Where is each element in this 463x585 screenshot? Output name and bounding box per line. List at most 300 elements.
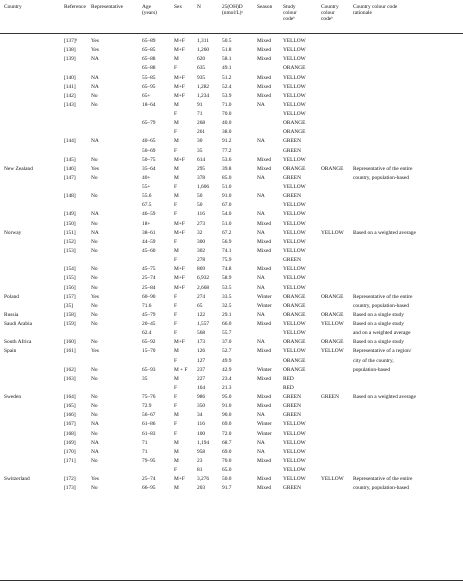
season-cell: NA <box>257 439 265 446</box>
season-cell: NA <box>257 193 265 200</box>
age-cell: 18+ <box>142 220 151 227</box>
n-cell: 1,311 <box>197 38 209 44</box>
reference-cell: [162] <box>64 366 76 373</box>
n-cell: 1,282 <box>197 83 210 90</box>
sex-cell: M+F <box>174 220 185 227</box>
n-cell: 614 <box>197 156 206 163</box>
sex-cell: M+F <box>174 92 185 99</box>
study-colour-cell: GREEN <box>283 257 301 264</box>
age-cell: 72.9 <box>142 403 152 410</box>
sex-cell: M <box>174 193 179 200</box>
reference-cell: [165] <box>64 403 76 410</box>
n-cell: 164 <box>197 384 206 391</box>
vitd-cell: 38.0 <box>222 129 232 136</box>
sex-cell: M <box>174 348 179 355</box>
study-colour-cell: ORANGE <box>283 357 306 364</box>
reference-cell: [170] <box>64 448 76 455</box>
n-cell: 65 <box>197 302 203 309</box>
sex-cell: M + F <box>174 366 188 373</box>
vitd-cell: 91.0 <box>222 193 232 200</box>
reference-cell: [171] <box>64 457 76 464</box>
study-colour-cell: GREEN <box>283 485 301 492</box>
vitd-cell: 51.0 <box>222 184 232 191</box>
n-cell: 1,194 <box>197 439 210 446</box>
study-colour-cell: GREEN <box>283 138 301 145</box>
representative-cell: NA <box>91 83 99 90</box>
vitd-cell: 33.5 <box>222 293 232 300</box>
representative-cell: NA <box>91 74 99 81</box>
country-colour-cell: YELLOW <box>321 476 344 483</box>
country-colour-cell: ORANGE <box>321 311 344 318</box>
table-row <box>0 165 463 174</box>
representative-cell: No <box>91 284 98 291</box>
country-colour-cell: ORANGE <box>321 339 344 346</box>
study-colour-cell: YELLOW <box>283 348 306 355</box>
sex-cell: F <box>174 384 177 391</box>
table-row <box>0 357 463 366</box>
season-cell: Mixed <box>257 47 272 54</box>
n-cell: 116 <box>197 211 205 218</box>
vitd-cell: 53.5 <box>222 284 232 291</box>
rationale-cell: Based on a weighted average <box>353 394 416 401</box>
age-cell: 55.6 <box>142 193 152 200</box>
age-cell: 71 <box>142 439 148 446</box>
vitd-cell: 49.1 <box>222 65 232 72</box>
table-row <box>0 338 463 347</box>
study-colour-cell: YELLOW <box>283 284 306 291</box>
representative-cell: No <box>91 412 98 419</box>
study-colour-cell: ORANGE <box>283 129 306 136</box>
study-colour-cell: GREEN <box>283 412 301 419</box>
n-cell: 302 <box>197 247 206 254</box>
n-cell: 261 <box>197 129 206 136</box>
reference-cell: [137]ᵈ <box>64 38 78 44</box>
header-season: Season <box>257 4 273 10</box>
sex-cell: F <box>174 211 177 218</box>
rationale-cell: country, population-based <box>353 174 409 181</box>
representative-cell: NA <box>91 211 99 218</box>
vitd-cell: 74.8 <box>222 266 232 273</box>
header-sex: Sex <box>174 4 183 10</box>
sex-cell: F <box>174 321 177 328</box>
table-row <box>0 110 463 119</box>
table-row <box>0 210 463 219</box>
rationale-cell: Representative of the entire <box>353 165 413 172</box>
reference-cell: [167] <box>64 421 76 428</box>
sex-cell: M <box>174 174 179 181</box>
season-cell: NA <box>257 339 265 346</box>
reference-cell: [149] <box>64 211 76 218</box>
age-cell: 65–79 <box>142 120 156 127</box>
study-colour-cell: YELLOW <box>283 238 306 245</box>
study-colour-cell: RED <box>283 375 294 382</box>
table-row <box>0 366 463 375</box>
reference-cell: [142] <box>64 92 76 99</box>
vitd-cell: 58.9 <box>222 275 232 282</box>
vitd-cell: 70.0 <box>222 111 232 118</box>
country-colour-cell: YELLOW <box>321 229 344 236</box>
n-cell: 300 <box>197 238 206 245</box>
sex-cell: F <box>174 202 177 209</box>
sex-cell: M+F <box>174 339 185 346</box>
reference-cell: [147] <box>64 174 76 181</box>
reference-cell: [156] <box>64 284 76 291</box>
n-cell: 635 <box>197 65 206 72</box>
sex-cell: M <box>174 412 179 419</box>
n-cell: 1,606 <box>197 184 210 191</box>
table-row <box>0 55 463 64</box>
country-cell: Saudi Arabia <box>4 321 32 328</box>
reference-cell: [148] <box>64 193 76 200</box>
age-cell: 45–60 <box>142 247 156 254</box>
vitd-cell: 32.5 <box>222 302 232 309</box>
vitd-cell: 51.2 <box>222 74 232 81</box>
rationale-cell: country, population-based <box>353 485 409 492</box>
representative-cell: No <box>91 174 98 181</box>
age-cell: 35 <box>142 375 148 382</box>
reference-cell: [146] <box>64 165 76 172</box>
vitd-cell: 42.9 <box>222 366 232 373</box>
vitd-cell: 67.2 <box>222 229 232 236</box>
vitd-cell: 29.1 <box>222 311 232 318</box>
country-cell: Russia <box>4 311 19 318</box>
table-row <box>0 411 463 420</box>
reference-cell: [172] <box>64 476 76 483</box>
study-colour-cell: YELLOW <box>283 211 306 218</box>
age-cell: 45–79 <box>142 311 156 318</box>
table-row <box>0 457 463 466</box>
study-colour-cell: YELLOW <box>283 275 306 282</box>
sex-cell: M+F <box>174 156 185 163</box>
study-colour-cell: YELLOW <box>283 439 306 446</box>
n-cell: 958 <box>197 448 206 455</box>
season-cell: NA <box>257 275 265 282</box>
table-row <box>0 274 463 283</box>
n-cell: 568 <box>197 330 206 337</box>
study-colour-cell: YELLOW <box>283 83 306 90</box>
study-colour-cell: YELLOW <box>283 430 306 437</box>
sex-cell: F <box>174 129 177 136</box>
sex-cell: M <box>174 457 179 464</box>
sex-cell: F <box>174 238 177 245</box>
age-cell: 71.6 <box>142 302 152 309</box>
season-cell: Mixed <box>257 83 272 90</box>
study-colour-cell: GREEN <box>283 394 301 401</box>
age-cell: 75–76 <box>142 394 156 401</box>
reference-cell: [35] <box>64 302 73 309</box>
table-row <box>0 448 463 457</box>
age-cell: 25–84 <box>142 284 156 291</box>
table-row <box>0 156 463 165</box>
sex-cell: F <box>174 111 177 118</box>
study-colour-cell: YELLOW <box>283 38 306 44</box>
vitd-cell: 66.0 <box>222 321 232 328</box>
country-colour-cell: YELLOW <box>321 321 344 328</box>
reference-cell: [158] <box>64 311 76 318</box>
study-colour-cell: YELLOW <box>283 467 306 474</box>
vitd-cell: 68.7 <box>222 439 232 446</box>
n-cell: 274 <box>197 293 206 300</box>
country-colour-cell: GREEN <box>321 394 339 401</box>
table-row <box>0 375 463 384</box>
sex-cell: M <box>174 375 179 382</box>
n-cell: 268 <box>197 120 206 127</box>
representative-cell: No <box>91 394 98 401</box>
representative-cell: No <box>91 457 98 464</box>
representative-cell: No <box>91 485 98 492</box>
representative-cell: No <box>91 302 98 309</box>
table-row <box>0 302 463 311</box>
table-row <box>0 192 463 201</box>
vitd-cell: 77.2 <box>222 147 232 154</box>
representative-cell: No <box>91 403 98 410</box>
sex-cell: M+F <box>174 275 185 282</box>
table-row <box>0 475 463 484</box>
season-cell: NA <box>257 101 265 108</box>
season-cell: Mixed <box>257 348 272 355</box>
reference-cell: [166] <box>64 412 76 419</box>
table-row <box>0 311 463 320</box>
vitd-cell: 65.0 <box>222 467 232 474</box>
vitd-cell: 51.0 <box>222 220 232 227</box>
age-cell: 65–88 <box>142 65 156 72</box>
study-colour-cell: YELLOW <box>283 229 306 236</box>
reference-cell: [150] <box>64 220 76 227</box>
study-colour-cell: GREEN <box>283 174 301 181</box>
study-colour-cell: GREEN <box>283 193 301 200</box>
study-colour-cell: YELLOW <box>283 92 306 99</box>
sex-cell: F <box>174 467 177 474</box>
vitd-cell: 53.9 <box>222 92 232 99</box>
n-cell: 986 <box>197 394 206 401</box>
study-colour-cell: YELLOW <box>283 47 306 54</box>
table-row <box>0 37 463 46</box>
season-cell: Winter <box>257 366 272 373</box>
vitd-cell: 58.1 <box>222 56 232 63</box>
reference-cell: [155] <box>64 275 76 282</box>
study-colour-cell: YELLOW <box>283 448 306 455</box>
season-cell: Mixed <box>257 165 272 172</box>
table-row <box>0 420 463 429</box>
rationale-cell: population-based <box>353 366 391 373</box>
age-cell: 35–64 <box>142 165 156 172</box>
table-row <box>0 402 463 411</box>
sex-cell: F <box>174 147 177 154</box>
representative-cell: No <box>91 238 98 245</box>
n-cell: 126 <box>197 348 206 355</box>
vitd-cell: 51.8 <box>222 47 232 54</box>
sex-cell: M <box>174 120 179 127</box>
table-row <box>0 101 463 110</box>
representative-cell: No <box>91 101 98 108</box>
vitd-cell: 69.0 <box>222 448 232 455</box>
season-cell: Mixed <box>257 266 272 273</box>
age-cell: 56–67 <box>142 412 156 419</box>
n-cell: 620 <box>197 56 206 63</box>
sex-cell: M+F <box>174 74 185 81</box>
sex-cell: M+F <box>174 266 185 273</box>
n-cell: 1,234 <box>197 92 210 99</box>
table-row <box>0 284 463 293</box>
n-cell: 116 <box>197 421 205 428</box>
age-cell: 61–86 <box>142 421 156 428</box>
reference-cell: [161] <box>64 348 76 355</box>
sex-cell: F <box>174 430 177 437</box>
study-colour-cell: YELLOW <box>283 247 306 254</box>
age-cell: 20–45 <box>142 321 156 328</box>
season-cell: Mixed <box>257 394 272 401</box>
sex-cell: M+F <box>174 47 185 54</box>
season-cell: Mixed <box>257 38 272 44</box>
representative-cell: No <box>91 266 98 273</box>
table-row <box>0 220 463 229</box>
age-cell: 40–65 <box>142 138 156 145</box>
age-cell: 65–89 <box>142 38 156 44</box>
season-cell: Winter <box>257 430 272 437</box>
reference-cell: [138] <box>64 47 76 54</box>
season-cell: Mixed <box>257 74 272 81</box>
age-cell: 46–59 <box>142 211 156 218</box>
vitd-cell: 56.9 <box>222 238 232 245</box>
vitd-cell: 71.0 <box>222 101 232 108</box>
representative-cell: No <box>91 220 98 227</box>
study-colour-cell: YELLOW <box>283 74 306 81</box>
study-colour-cell: YELLOW <box>283 266 306 273</box>
reference-cell: [152] <box>64 238 76 245</box>
sex-cell: M+F <box>174 83 185 90</box>
n-cell: 71 <box>197 111 203 118</box>
study-colour-cell: YELLOW <box>283 202 306 209</box>
n-cell: 100 <box>197 430 206 437</box>
vitd-cell: 91.0 <box>222 403 232 410</box>
season-cell: Mixed <box>257 375 272 382</box>
vitd-cell: 21.3 <box>222 384 232 391</box>
age-cell: 62.4 <box>142 330 152 337</box>
country-cell: New Zealand <box>4 165 33 172</box>
table-row <box>0 46 463 55</box>
representative-cell: Yes <box>91 476 99 483</box>
n-cell: 34 <box>197 412 203 419</box>
n-cell: 350 <box>197 403 206 410</box>
representative-cell: NA <box>91 56 99 63</box>
table-row <box>0 265 463 274</box>
table-bottom-rule <box>0 580 463 581</box>
reference-cell: [153] <box>64 247 76 254</box>
n-cell: 1,557 <box>197 321 210 328</box>
study-colour-cell: ORANGE <box>283 302 306 309</box>
age-cell: 18–64 <box>142 101 156 108</box>
table-row <box>0 83 463 92</box>
study-colour-cell: YELLOW <box>283 330 306 337</box>
representative-cell: Yes <box>91 38 99 44</box>
header-rationale: Country colour code rationale <box>353 4 398 17</box>
representative-cell: No <box>91 430 98 437</box>
table-row <box>0 201 463 210</box>
vitd-cell: 54.0 <box>222 211 232 218</box>
table-row <box>0 439 463 448</box>
study-colour-cell: ORANGE <box>283 65 306 72</box>
vitd-cell: 90.0 <box>222 412 232 419</box>
table-row <box>0 174 463 183</box>
table-row <box>0 329 463 338</box>
age-cell: 65–93 <box>142 366 156 373</box>
representative-cell: No <box>91 247 98 254</box>
representative-cell: No <box>91 375 98 382</box>
n-cell: 869 <box>197 266 206 273</box>
country-colour-cell: YELLOW <box>321 348 344 355</box>
table-row <box>0 293 463 302</box>
table-row <box>0 466 463 475</box>
sex-cell: M <box>174 448 179 455</box>
age-cell: 66–95 <box>142 485 156 492</box>
sex-cell: M <box>174 247 179 254</box>
country-cell: Switzerland <box>4 476 30 483</box>
representative-cell: No <box>91 92 98 99</box>
study-colour-cell: YELLOW <box>283 421 306 428</box>
study-colour-cell: ORANGE <box>283 165 306 172</box>
vitd-cell: 75.9 <box>222 257 232 264</box>
rationale-cell: city of the country, <box>353 357 394 364</box>
reference-cell: [163] <box>64 375 76 382</box>
header-country-colour-code: Country colour codeᵇ <box>321 4 339 23</box>
vitd-cell: 23.4 <box>222 375 232 382</box>
rationale-cell: country, population-based <box>353 302 409 309</box>
n-cell: 23 <box>197 457 203 464</box>
sex-cell: F <box>174 65 177 72</box>
rationale-cell: Representative of a region/ <box>353 348 412 355</box>
vitd-cell: 52.4 <box>222 83 232 90</box>
vitd-cell: 70.0 <box>222 457 232 464</box>
sex-cell: F <box>174 357 177 364</box>
season-cell: NA <box>257 229 265 236</box>
table-row <box>0 74 463 83</box>
header-age: Age (years) <box>142 4 157 17</box>
rationale-cell: Based on a single study <box>353 321 404 328</box>
vitd-cell: 52.7 <box>222 348 232 355</box>
season-cell: Mixed <box>257 485 272 492</box>
reference-cell: [157] <box>64 293 76 300</box>
reference-cell: [145] <box>64 156 76 163</box>
country-cell: Poland <box>4 293 19 300</box>
country-cell: Sweden <box>4 394 22 401</box>
table-row <box>0 320 463 329</box>
header-study-colour-code: Study colour codeᵇ <box>283 4 297 23</box>
vitd-cell: 39.8 <box>222 165 232 172</box>
age-cell: 67.5 <box>142 202 152 209</box>
n-cell: 227 <box>197 375 206 382</box>
season-cell: NA <box>257 311 265 318</box>
vitd-cell: 55.7 <box>222 330 232 337</box>
study-colour-cell: GREEN <box>283 403 301 410</box>
vitd-cell: 67.0 <box>222 202 232 209</box>
season-cell: Mixed <box>257 56 272 63</box>
age-cell: 60–90 <box>142 293 156 300</box>
study-colour-cell: GREEN <box>283 147 301 154</box>
age-cell: 65–88 <box>142 56 156 63</box>
age-cell: 65–92 <box>142 339 156 346</box>
vitd-cell: 95.0 <box>222 394 232 401</box>
table-row <box>0 238 463 247</box>
n-cell: 203 <box>197 485 206 492</box>
representative-cell: No <box>91 366 98 373</box>
vitd-cell: 91.2 <box>222 138 232 145</box>
sex-cell: M+F <box>174 38 185 44</box>
representative-cell: Yes <box>91 165 99 172</box>
table-row <box>0 137 463 146</box>
table-row <box>0 430 463 439</box>
vitd-cell: 85.0 <box>222 174 232 181</box>
season-cell: NA <box>257 138 265 145</box>
